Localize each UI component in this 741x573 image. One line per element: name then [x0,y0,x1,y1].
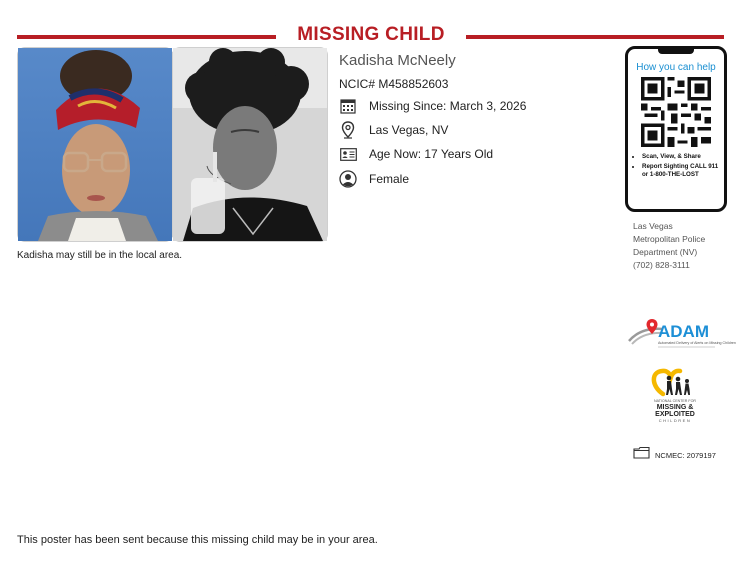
child-photo-color [17,47,173,242]
phone-notch [658,49,694,54]
header-rule-right [466,35,724,39]
help-title: How you can help [636,62,716,73]
missing-since-text: Missing Since: March 3, 2026 [369,99,527,113]
ncmec-line1: NATIONAL CENTER FOR [654,399,696,403]
folder-icon [633,446,650,464]
header-rule-left [17,35,276,39]
detail-location [339,119,448,141]
location-text: Las Vegas, NV [369,123,449,137]
qr-code[interactable] [641,77,711,147]
agency-contact [633,220,733,272]
age-now-text: Age Now: 17 Years Old [369,147,494,161]
agency-line: Metropolitan Police [633,234,706,244]
detail-sex [339,168,409,190]
agency-phone: (702) 828-3111 [633,260,690,270]
ncmec-line2: MISSING & [656,404,694,411]
ncmec-logo [645,368,705,428]
ncmec-line3: EXPLOITED [655,411,695,418]
detail-age [339,143,493,165]
ncic-number: NCIC# M458852603 [339,77,449,91]
sex-text: Female [369,172,410,186]
ncmec-case-number: NCMEC: 2079197 [655,450,716,460]
location-pin-icon [339,121,357,139]
local-area-note: Kadisha may still be in the local area. [17,250,183,261]
adam-logo [627,317,736,355]
adam-subtitle: Automated Delivery of Alerts on Missing Children [658,341,736,345]
footer-note: This poster has been sent because this missing child may be in your area. [17,534,378,546]
id-card-icon [339,145,357,163]
calendar-icon [339,97,357,115]
agency-line: Department (NV) [633,247,698,257]
ncmec-line4: CHILDREN [658,418,692,423]
adam-wordmark: ADAM [658,322,709,341]
help-bullet-report: • Report Sighting CALL 911 or 1-800-THE-LOST [642,163,720,179]
child-name: Kadisha McNeely [339,52,456,69]
help-phone-card [625,46,727,212]
detail-missing-since [339,95,526,117]
help-bullets [632,153,720,180]
person-icon [339,170,357,188]
agency-line: Las Vegas [633,221,673,231]
ncmec-case [633,446,716,464]
poster-title: MISSING CHILD [297,24,445,45]
help-bullet-scan: • Scan, View, & Share [642,153,720,161]
child-photo-bw [172,47,328,242]
